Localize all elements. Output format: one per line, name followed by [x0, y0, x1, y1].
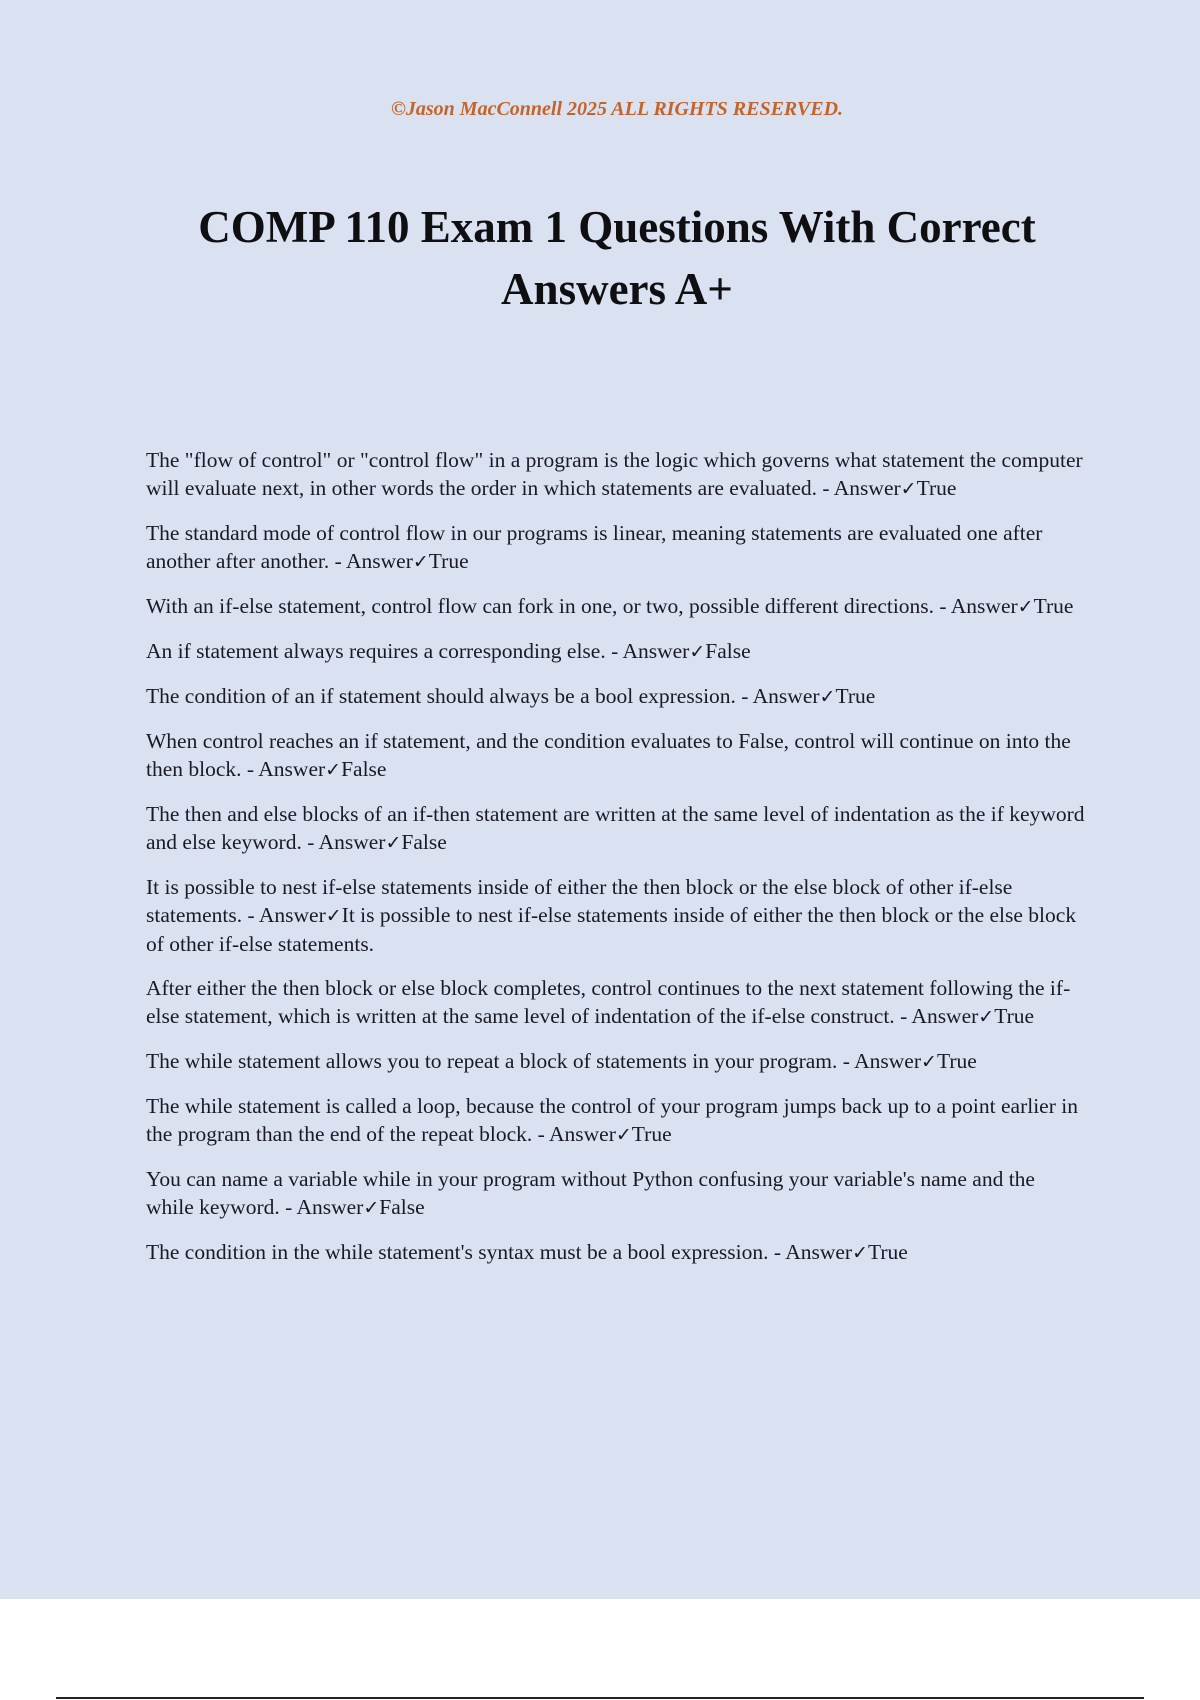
question-text: The while statement is called a loop, because the control of your program jumps back up to a point earlier in the program than the end of the repeat block. — [146, 1094, 1078, 1146]
footer-divider — [56, 1697, 1144, 1699]
answer-prefix: - Answer — [285, 1195, 364, 1219]
qa-item — [146, 1165, 1086, 1222]
answer-text: True — [631, 1122, 672, 1146]
answer-text: False — [341, 757, 387, 781]
answer-prefix: - Answer — [334, 549, 413, 573]
checkmark-icon: ✓ — [1017, 596, 1034, 618]
qa-item — [146, 873, 1086, 958]
qa-item — [146, 592, 1086, 621]
qa-item — [146, 727, 1086, 784]
question-text: The condition in the while statement's syntax must be a bool expression. — [146, 1240, 769, 1264]
answer-prefix: - Answer — [741, 684, 820, 708]
qa-item — [146, 800, 1086, 857]
checkmark-icon: ✓ — [325, 759, 342, 781]
qa-item — [146, 1092, 1086, 1149]
checkmark-icon: ✓ — [689, 641, 706, 663]
question-text: The "flow of control" or "control flow" in a program is the logic which governs what statement the computer will evaluate next, in other words the order in which statements are evaluated. — [146, 448, 1083, 500]
answer-prefix: - Answer — [900, 1004, 979, 1028]
answer-text: True — [1033, 594, 1074, 618]
question-text: It is possible to nest if-else statements inside of either the then block or the else block of other if-else statements. — [146, 875, 1013, 927]
answer-text: True — [994, 1004, 1035, 1028]
checkmark-icon: ✓ — [363, 1197, 380, 1219]
qa-item — [146, 974, 1086, 1031]
question-text: The condition of an if statement should always be a bool expression. — [146, 684, 736, 708]
copyright-notice: ©Jason MacConnell 2025 ALL RIGHTS RESERVED. — [390, 98, 844, 120]
answer-text: True — [916, 476, 957, 500]
checkmark-icon: ✓ — [921, 1051, 937, 1073]
checkmark-icon: ✓ — [978, 1006, 995, 1028]
qa-item — [146, 1047, 1086, 1076]
checkmark-icon: ✓ — [385, 832, 402, 854]
answer-text: False — [401, 830, 447, 854]
answer-text: True — [936, 1049, 977, 1073]
question-text: The while statement allows you to repeat a block of statements in your program. — [146, 1049, 838, 1073]
checkmark-icon: ✓ — [900, 478, 917, 500]
checkmark-icon: ✓ — [325, 905, 342, 927]
checkmark-icon: ✓ — [412, 551, 429, 573]
answer-prefix: - Answer — [939, 594, 1018, 618]
answer-text: True — [835, 684, 876, 708]
answer-prefix: - Answer — [246, 757, 326, 781]
document-title: COMP 110 Exam 1 Questions With Correct Answers A+ — [198, 202, 1036, 314]
qa-item — [146, 446, 1086, 503]
question-text: After either the then block or else block completes, control continues to the next statement following the if-else statement, which is written at the same level of indentation of the if-else construct. — [146, 976, 1071, 1028]
answer-text: It is possible to nest if-else statements inside of either the then block or the else block of other if-else statements. — [146, 903, 1077, 956]
answer-prefix: - Answer — [247, 903, 326, 927]
checkmark-icon: ✓ — [819, 686, 836, 708]
question-text: With an if-else statement, control flow can fork in one, or two, possible different directions. — [146, 594, 935, 618]
answer-prefix: - Answer — [537, 1122, 616, 1146]
answer-prefix: - Answer — [822, 476, 901, 500]
qa-item — [146, 682, 1086, 711]
qa-list — [146, 446, 1086, 1283]
qa-item — [146, 519, 1086, 576]
qa-item — [146, 1238, 1086, 1267]
question-text: You can name a variable while in your program without Python confusing your variable's name and the while keyword. — [146, 1167, 1035, 1219]
question-text: An if statement always requires a corresponding else. — [146, 639, 606, 663]
answer-text: False — [379, 1195, 425, 1219]
answer-text: False — [705, 639, 751, 663]
answer-prefix: - Answer — [842, 1049, 922, 1073]
answer-prefix: - Answer — [307, 830, 386, 854]
answer-prefix: - Answer — [611, 639, 690, 663]
question-text: The then and else blocks of an if-then statement are written at the same level of indentation as the if keyword and else keyword. — [146, 802, 1085, 854]
qa-item — [146, 637, 1086, 666]
question-text: When control reaches an if statement, and the condition evaluates to False, control will continue on into the then block. — [146, 729, 1071, 781]
checkmark-icon: ✓ — [615, 1124, 632, 1146]
question-text: The standard mode of control flow in our programs is linear, meaning statements are evaluated one after another after another. — [146, 521, 1043, 573]
answer-prefix: - Answer — [773, 1240, 853, 1264]
answer-text: True — [868, 1240, 908, 1264]
answer-text: True — [428, 549, 469, 573]
checkmark-icon: ✓ — [852, 1242, 869, 1264]
